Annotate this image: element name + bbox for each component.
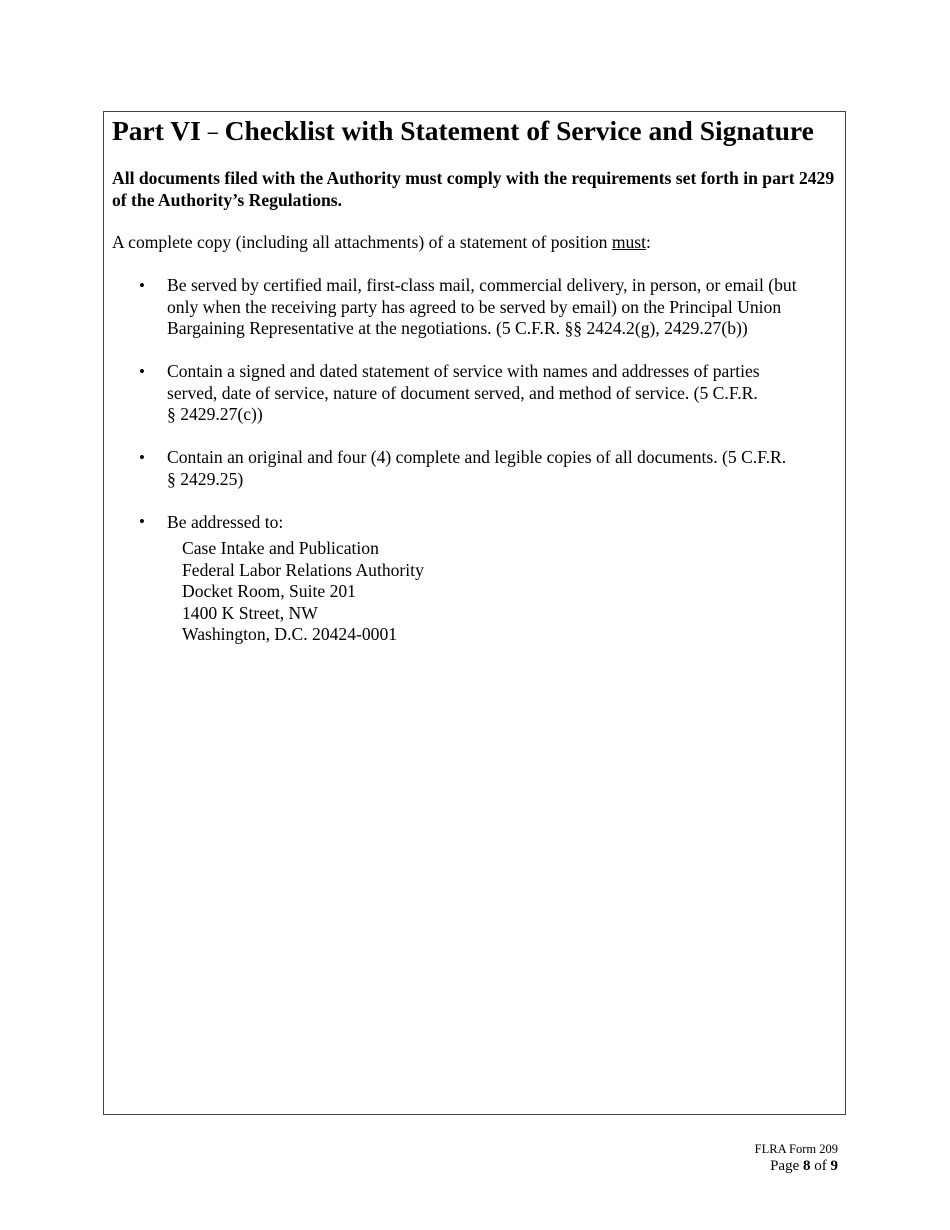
title-part: Part VI [112, 115, 201, 146]
title-dash: – [207, 121, 218, 143]
intro-statement [112, 232, 842, 254]
list-item-line: § 2429.25) [167, 468, 244, 489]
address-line: 1400 K Street, NW [182, 602, 318, 623]
page-current: 8 [803, 1158, 811, 1174]
bullet-marker: • [139, 276, 145, 295]
list-item-line: § 2429.27(c)) [167, 404, 263, 424]
page-of: of [810, 1158, 831, 1174]
list-item-statement-of-service [167, 361, 843, 426]
section-title [112, 113, 814, 150]
address-line: Federal Labor Relations Authority [182, 559, 424, 580]
page-total: 9 [830, 1158, 838, 1174]
mailing-address [182, 538, 424, 646]
list-item-line: served, date of service, nature of document served, and method of service. (5 C.F.R. [167, 382, 758, 403]
bullet-marker: • [139, 512, 145, 531]
list-item-service [167, 275, 843, 340]
list-item-line: Contain a signed and dated statement of service with names and addresses of parties [167, 361, 760, 381]
page-number [755, 1158, 838, 1175]
form-name: FLRA Form 209 [754, 1142, 838, 1156]
intro-after: : [646, 232, 651, 252]
list-item-line: only when the receiving party has agreed to be served by email) on the Principal Union [167, 296, 782, 317]
bullet-marker: • [139, 362, 145, 381]
list-item-address [167, 512, 843, 534]
list-item-line: Be addressed to: [167, 512, 284, 532]
regulations-notice: All documents filed with the Authority must comply with the requirements set forth in part 2429 of the Authority’s Regulations. [112, 168, 835, 210]
list-item-line: Bargaining Representative at the negotiations. (5 C.F.R. §§ 2424.2(g), 2429.27(b)) [167, 318, 748, 338]
bullet-marker: • [139, 448, 145, 467]
page-prefix: Page [770, 1158, 803, 1174]
list-item-line: Be served by certified mail, first-class mail, commercial delivery, in person, or email (but [167, 275, 797, 295]
address-line: Docket Room, Suite 201 [182, 581, 356, 601]
intro-before: A complete copy (including all attachments) of a statement of position [112, 232, 612, 252]
intro-emphasis: must [611, 232, 647, 252]
address-line: Case Intake and Publication [182, 538, 379, 558]
title-text: Checklist with Statement of Service and Signature [224, 115, 814, 146]
list-item-copies [167, 447, 843, 490]
page-footer [755, 1141, 838, 1175]
list-item-line: Contain an original and four (4) complete and legible copies of all documents. (5 C.F.R. [167, 447, 787, 467]
address-line: Washington, D.C. 20424-0001 [182, 624, 398, 644]
